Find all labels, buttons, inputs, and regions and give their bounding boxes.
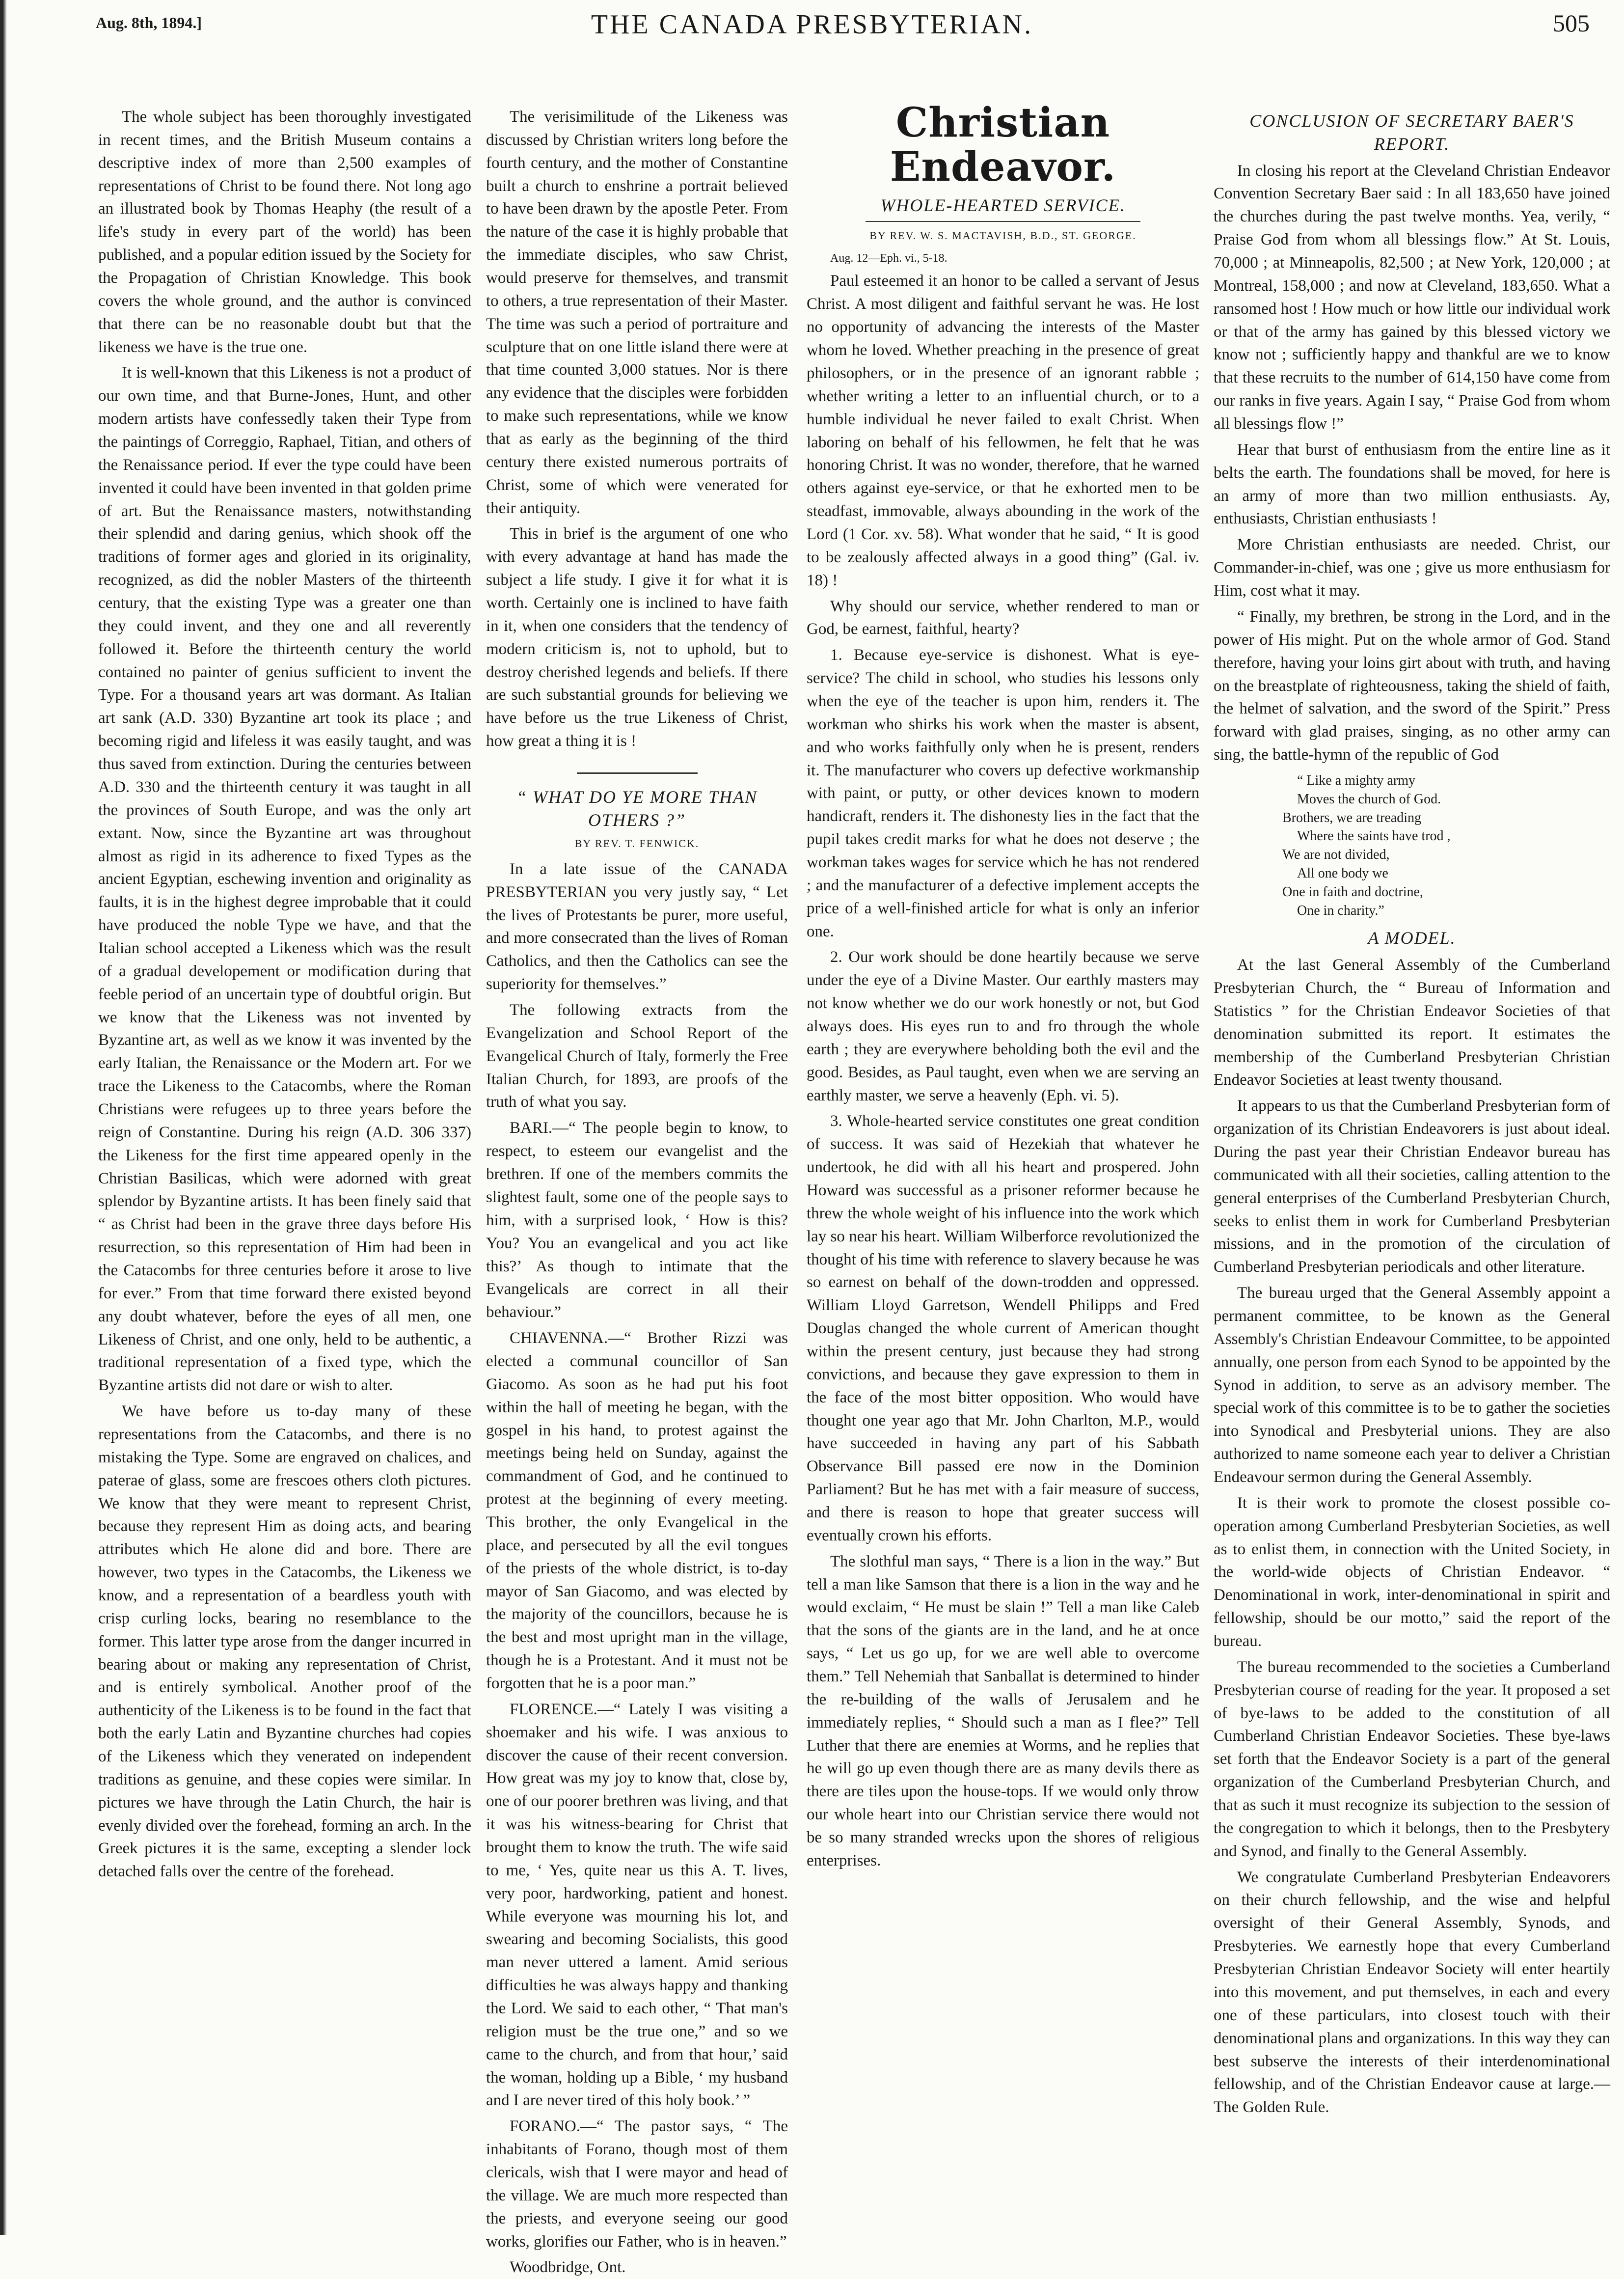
column-3 (807, 99, 1199, 2222)
paragraph: The verisimilitude of the Likeness was discussed by Christian writers long before the fourth century, and the mother of Constantine built a church to enshrine a portrait believed to have been drawn by the apostle Peter. From the nature of the case it is highly probable that the immediate disciples, who saw Christ, would preserve for themselves, and transmit to others, a true representation of their Master. The time was such a period of portraiture and sculpture that on one little island there were at that time counted 3,000 statues. Nor is there any evidence that the disciples were forbidden to make such representations, while we know that as early as the beginning of the third century there existed numerous portraits of Christ, some of which were venerated for their antiquity. (486, 108, 788, 517)
scripture-reference: Aug. 12—Eph. vi., 5-18. (830, 252, 947, 265)
article-title: “ WHAT DO YE MORE THAN OTHERS ?” (516, 787, 758, 830)
article-title: CONCLUSION OF SECRETARY BAER'S REPORT. (1249, 111, 1574, 154)
verse-line: We are not divided, (1282, 847, 1390, 863)
masthead-title: THE CANADA PRESBYTERIAN. (591, 9, 1033, 40)
verse-line: Where the saints have trod , (1297, 828, 1451, 844)
paragraph: CHIAVENNA.—“ Brother Rizzi was elected a communal councillor of San Giacomo. As soon as he had put his foot within the hall of meeting he began, with the gospel in his hand, to protest against the meetings being held on Sunday, against the commandment of God, and he continued to protest at the beginning of every meeting. This brother, the only Evangelical in the place, and persecuted by all the evil tongues of the priests of the whole district, is to-day mayor of San Giacomo, and was elected by the majority of the councillors, because he is the best and most upright man in the village, though he is a Protestant. And it must not be forgotten that he is a poor man.” (486, 1329, 788, 1692)
paragraph: More Christian enthusiasts are needed. Christ, our Commander-in-chief, was one ; give us more enthusiasm for Him, cost what it may. (1214, 536, 1610, 600)
article-title: A MODEL. (1368, 928, 1456, 948)
paragraph: We have before us to-day many of these representations from the Catacombs, and there is no mistaking the Type. Some are engraved on chalices, and paterae of glass, some are frescoes others cloth pictures. We know that they were meant to represent Christ, because they represent Him as doing acts, and bearing attributes which He alone did and bore. There are however, two types in the Catacombs, the Likeness we know, and a representation of a beardless youth with crisp curling locks, bearing no resemblance to the former. This latter type arose from the danger incurred in bearing about or making any representation of Christ, and is entirely symbolical. Another proof of the authenticity of the Likeness is to be found in the fact that both the early Latin and Byzantine churches had copies of the Likeness which they venerated on independent traditions as genuine, and these copies were similar. In pictures we have through the Latin Church, the hair is evenly divided over the forehead, forming an arch. In the Greek pictures it is the same, excepting a slender lock detached falls over the centre of the forehead. (98, 1402, 471, 1881)
section-masthead: Christian Endeavor. (890, 99, 1116, 191)
verse-line: Brothers, we are treading (1282, 810, 1421, 825)
verse-line: One in charity.” (1297, 903, 1384, 918)
verse-line: Moves the church of God. (1297, 791, 1441, 807)
verse-line: All one body we (1297, 865, 1388, 881)
paragraph: The bureau recommended to the societies a Cumberland Presbyterian course of reading for the year. It proposed a set of bye-laws to be added to the constitution of all Cumberland Christian Endeavor Societies. These bye-laws set forth that the Endeavor Society is a part of the general organization of the Cumberland Presbyterian Church, and that as such it must recognize its subjection to the session of the congregation to which it belongs, then to the Presbytery and Synod, and finally to the General Assembly. (1214, 1658, 1610, 1860)
paragraph: It is their work to promote the closest possible co-operation among Cumberland Presbyterian Societies, as well as to enlist them, in connection with the United Society, in the world-wide objects of Christian Endeavor. “ Denominational in work, inter-denominational in spirit and fellowship, should be our motto,” said the report of the bureau. (1214, 1494, 1610, 1650)
verse-line: One in faith and doctrine, (1282, 884, 1423, 900)
paragraph: 1. Because eye-service is dishonest. What is eye-service? The child in school, who studies his lessons only when the eye of the teacher is upon him, renders it. The workman who shirks his work when the master is absent, and who works faithfully only when he is present, renders it. The manufacturer who covers up defective workmanship with paint, or putty, or other devices known to modern handicraft, renders it. The dishonesty lies in the fact that the pupil takes credit marks for what he does not deserve ; the workman takes wages for service which he has not rendered ; and the manufacturer of a defective implement accepts the price of a well-finished article for what is only an inferior one. (807, 646, 1199, 940)
paragraph: 3. Whole-hearted service constitutes one great condition of success. It was said of Hezekiah that whatever he undertook, he did with all his heart and prospered. John Howard was successful as a prisoner reformer because he threw the whole weight of his influence into the work which lay so near his heart. William Wilberforce revolutionized the thought of his time with reference to slavery because he was so earnest on behalf of the down-trodden and oppressed. William Lloyd Garretson, Wendell Philipps and Fred Douglas changed the whole current of American thought within the present century, just because they had strong convictions, and because they gave expression to them in the face of the most bitter opposition. Who would have thought one year ago that Mr. John Charlton, M.P., would have succeeded in having any part of his Sabbath Observance Bill passed ere now in the Dominion Parliament? But he has met with a fair measure of success, and there is reason to hope that greater success will eventually crown his efforts. (807, 1112, 1199, 1544)
column-2 (486, 106, 788, 2277)
paragraph: It is well-known that this Likeness is not a product of our own time, and that Burne-Jones, Hunt, and other modern artists have confessedly taken their Type from the paintings of Correggio, Raphael, Titian, and others of the Renaissance period. If ever the type could have been invented it could have been invented in that golden prime of art. But the Renaissance masters, notwithstanding their splendid and daring genius, which shook off the traditions of former ages and gloried in its originality, recognized, as did the nobler Masters of the thirteenth century, that the existing Type was a greater one than they could invent, and they one and all reverently followed it. Before the thirteenth century the world contained no painter of genius sufficient to invent the Type. For a thousand years art was dormant. As Italian art sank (A.D. 330) Byzantine art took its place ; and becoming rigid and lifeless it was easily taught, and was thus saved from extinction. During the centuries between A.D. 330 and the thirteenth century it was taught in all the provinces of South Europe, and was the only art extant. Now, since the Byzantine art was throughout almost as rigid in its adherence to fixed Types as the ancient Egyptian, eschewing invention and originality as faults, it is in the highest degree improbable that it could have produced the noble Type we have, and that the Italian school accepted a Likeness which was the result of a gradual developement or modification during that feeble period of an uncertain type of doubtful origin. But we know that the Likeness was not invented by Byzantine art, as well as we know it was invented by the early Italian, the Renaissance or the Modern art. For we trace the Likeness to the Catacombs, where the Roman Christians were refugees up to three years before the reign of Constantine. During his reign (A.D. 306 337) the Likeness for the first time appeared openly in the Christian Basilicas, which were adorned with great splendor by Byzantine artists. It has been finely said that “ as Christ had been in the grave three days before His resurrection, so this representation of Him had been in the Catacombs for three centuries before it arose to live for ever.” From that time forward there existed beyond any doubt whatever, before the eyes of all men, one Likeness of Christ, and one only, held to be authentic, a traditional representation of a fixed type, which the Byzantine artists did not dare or wish to alter. (98, 364, 471, 1395)
paragraph: 2. Our work should be done heartily because we serve under the eye of a Divine Master. Our earthly masters may not know whether we do our work honestly or not, but God always does. His eyes run to and fro through the whole earth ; they are everywhere beholding both the evil and the good. Besides, as Paul taught, even when we are serving an earthly master, we serve a heavenly (Eph. vi. 5). (807, 948, 1199, 1104)
paragraph: This in brief is the argument of one who with every advantage at hand has made the subject a life study. I give it for what it is worth. Certainly one is inclined to have faith in it, when one considers that the tendency of modern criticism is, not to uphold, but to destroy cherished legends and beliefs. If there are such substantial grounds for believing we have before us the true Likeness of Christ, how great a thing it is ! (486, 525, 788, 750)
hymn-verse (1282, 771, 1610, 920)
verse-line: “ Like a mighty army (1297, 772, 1416, 788)
article-byline: BY REV. T. FENWICK. (574, 837, 700, 850)
section-divider (577, 772, 698, 774)
title-underline (866, 221, 1140, 222)
adjacent-page-edge (0, 0, 11, 2235)
paragraph: We congratulate Cumberland Presbyterian Endeavorers on their church fellowship, and the wise and helpful oversight of their General Assembly, Synods, and Presbyteries. We earnestly hope that every Cumberland Presbyterian Christian Endeavor Society will enter heartily into this movement, and put themselves, in each and every one of these particulars, into closest touch with their denominational plans and organizations. In this way they can best subserve the interests of their interdenominational fellowship, and of the Christian Endeavor cause at large.—The Golden Rule. (1214, 1868, 1610, 2116)
article-byline: BY REV. W. S. MACTAVISH, B.D., ST. GEORGE. (869, 229, 1137, 242)
paragraph: The bureau urged that the General Assembly appoint a permanent committee, to be known as the General Assembly's Christian Endeavour Committee, to be appointed annually, one person from each Synod to be appointed by the Synod in addition, to serve as an advisory member. The special work of this committee is to be to gather the societies into Synodical and Presbyterial unions. They are also authorized to name someone each year to deliver a Christian Endeavour sermon during the General Assembly. (1214, 1284, 1610, 1486)
paragraph: At the last General Assembly of the Cumberland Presbyterian Church, the “ Bureau of Information and Statistics ” for the Christian Endeavor Societies of that denomination submitted its report. It estimates the membership of the Cumberland Presbyterian Christian Endeavor Societies at least twenty thousand. (1214, 956, 1610, 1089)
article-signoff: Woodbridge, Ont. (510, 2258, 626, 2277)
paragraph: BARI.—“ The people begin to know, to respect, to esteem our evangelist and the brethren. If one of the members commits the slightest fault, some one of the people says to him, with a surprised look, ‘ How is this? You? You an evangelical and you act like this?’ As though to intimate that the Evangelicals are correct in all their behaviour.” (486, 1119, 788, 1321)
paragraph: Paul esteemed it an honor to be called a servant of Jesus Christ. A most diligent and faithful servant he was. He lost no opportunity of advancing the interests of the Master whom he loved. Whether preaching in the presence of great philosophers, or in the presence of an ignorant rabble ; whether writing a letter to an influential church, or to a humble individual he never failed to exalt Christ. When laboring on behalf of his fellowmen, he felt that he was honoring Christ. It was no wonder, therefore, that he warned others against eye-service, or that he exhorted men to be steadfast, immovable, always abounding in the work of the Lord (1 Cor. xv. 58). What wonder that he said, “ It is good to be zealously affected always in a good thing” (Gal. iv. 18) ! (807, 272, 1199, 589)
paragraph: FLORENCE.—“ Lately I was visiting a shoemaker and his wife. I was anxious to discover the cause of their recent conversion. How great was my joy to know that, close by, one of our poorer brethren was living, and that it was his witness-bearing for Christ that brought them to know the truth. The wife said to me, ‘ Yes, quite near us this A. T. lives, very poor, hardworking, patient and honest. While everyone was mourning his lot, and swearing and becoming Socialists, this good man never uttered a lament. Amid serious difficulties he was always happy and thanking the Lord. We said to each other, “ That man's religion must be the true one,” and so we came to the church, and from that hour,’ said the woman, holding up a Bible, ‘ my husband and I are never tired of this holy book.’ ” (486, 1700, 788, 2110)
page-number: 505 (1553, 9, 1590, 37)
paragraph: In a late issue of the CANADA PRESBYTERIAN you very justly say, “ Let the lives of Protestants be purer, more useful, and more consecrated than the lives of Roman Catholics, and then the Catholics can see the superiority for themselves.” (486, 860, 788, 993)
column-1 (98, 106, 471, 2222)
paragraph: The following extracts from the Evangelization and School Report of the Evangelical Church of Italy, formerly the Free Italian Church, for 1893, are proofs of the truth of what you say. (486, 1001, 788, 1111)
paragraph: It appears to us that the Cumberland Presbyterian form of organization of its Christian Endeavorers is just about ideal. During the past year their Christian Endeavor bureau has communicated with all their societies, calling attention to the general enterprises of the Cumberland Presbyterian Church, seeks to enlist them in work for Cumberland Presbyterian missions, and in the promotion of the circulation of Cumberland Presbyterian periodicals and other literature. (1214, 1097, 1610, 1276)
paragraph: The whole subject has been thoroughly investigated in recent times, and the British Museum contains a descriptive index of more than 2,500 examples of representations of Christ to be found there. Not long ago an illustrated book by Thomas Heaphy (the result of a life's study in every part of the world) has been published, and a popular edition issued by the Society for the Propagation of Christian Knowledge. This book covers the whole ground, and the author is convinced that there can be no reasonable doubt but that the likeness we have is the true one. (98, 108, 471, 356)
issue-date: Aug. 8th, 1894.] (96, 14, 202, 31)
paragraph: The slothful man says, “ There is a lion in the way.” But tell a man like Samson that there is a lion in the way and he would exclaim, “ He must be slain !” Tell a man like Caleb that the sons of the giants are in the land, and he at once says, “ Let us go up, for we are well able to overcome them.” Tell Nehemiah that Sanballat is determined to hinder the re-building of the walls of Jerusalem and he immediately replies, “ Should such a man as I flee?” Tell Luther that there are enemies at Worms, and he replies that he will go up even though there are as many devils there as there are tiles upon the house-tops. If we would only throw our whole heart into our Christian service there would not be so many stranded wrecks upon the shores of religious enterprises. (807, 1552, 1199, 1869)
paragraph: FORANO.—“ The pastor says, “ The inhabitants of Forano, though most of them clericals, wish that I were mayor and head of the village. We are much more respected than the priests, and everyone seeing our good works, glorifies our Father, who is in heaven.” (486, 2117, 788, 2251)
paragraph: In closing his report at the Cleveland Christian Endeavor Convention Secretary Baer said : In all 183,650 have joined the churches during the past twelve months. Yea, verily, “ Praise God from whom all blessings flow.” At St. Louis, 70,000 ; at Minneapolis, 82,500 ; at New York, 120,000 ; at Montreal, 158,000 ; and now at Cleveland, 183,650. What a ransomed host ! How much or how little our individual work or that of the army has gained by this blessed victory we know not ; sufficiently happy and thankful are we to know that these recruits to the number of 614,150 have come from our ranks in five years. Again I say, “ Praise God from whom all blessings flow !” (1214, 162, 1611, 433)
paragraph: “ Finally, my brethren, be strong in the Lord, and in the power of His might. Put on the whole armor of God. Stand therefore, having your loins girt about with truth, and having on the breastplate of righteousness, taking the shield of faith, the helmet of salvation, and the sword of the Spirit.” Press forward with glad praises, singing, as no other army can sing, the battle-hymn of the republic of God (1214, 607, 1610, 764)
paragraph: Hear that burst of enthusiasm from the entire line as it belts the earth. The foundations shall be moved, for here is an army of more than two million enthusiasts. Ay, enthusiasts, Christian enthusiasts ! (1214, 440, 1610, 528)
paragraph: Why should our service, whether rendered to man or God, be earnest, faithful, hearty? (807, 597, 1199, 638)
column-4 (1214, 106, 1610, 2222)
article-title: WHOLE-HEARTED SERVICE. (880, 195, 1126, 216)
